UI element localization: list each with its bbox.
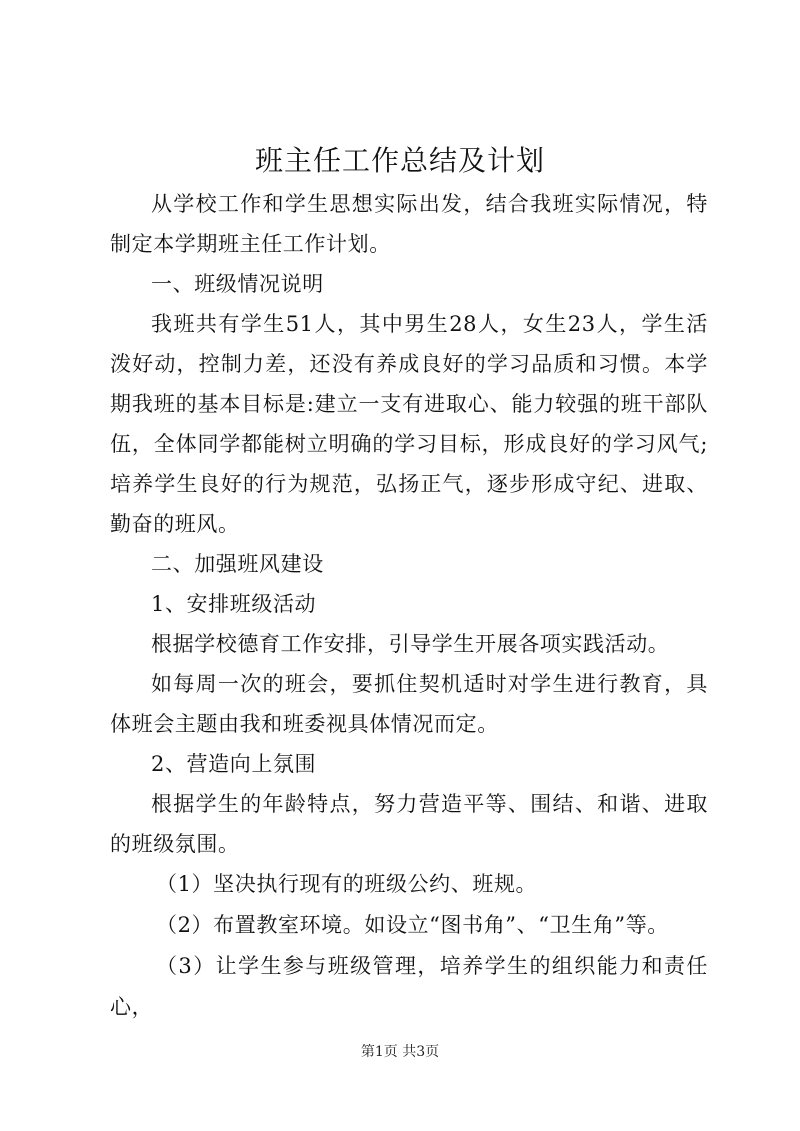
list-item: （1）坚决执行现有的班级公约、班规。: [156, 872, 538, 896]
subheading-class-activities: 1、安排班级活动: [151, 592, 317, 616]
list-item: （3）让学生参与班级管理，培养学生的组织能力和责任心，: [110, 954, 708, 1019]
atmosphere-paragraph: 根据学生的年龄特点，努力营造平等、围结、和谐、进取的班级氛围。: [110, 792, 708, 856]
section-heading-class-style: 二、加强班风建设: [151, 552, 324, 576]
intro-paragraph: 从学校工作和学生思想实际出发，结合我班实际情况，特制定本学期班主任工作计划。: [110, 192, 708, 256]
document-title: 班主任工作总结及计划: [254, 144, 545, 177]
class-situation-paragraph: 我班共有学生51人，其中男生28人，女生23人，学生活泼好动，控制力差，还没有养成良好的学习品质和习惯。本学期我班的基本目标是:建立一支有进取心、能力较强的班干部队伍，全体同学都能树立明确的学习目标，形成良好的学习风气;培养学生良好的行为规范，弘扬正气，逐步形成守纪、进取、勤奋的班风。: [110, 312, 708, 536]
section-heading-class-situation: 一、班级情况说明: [151, 272, 324, 296]
class-meeting-paragraph: 如每周一次的班会，要抓住契机适时对学生进行教育，具体班会主题由我和班委视具体情况而定。: [110, 672, 708, 736]
page-indicator: 第1页 共3页: [360, 1044, 440, 1060]
list-item: （2）布置教室环境。如设立“图书角”、“卫生角”等。: [156, 913, 669, 937]
document-body: [110, 184, 708, 1028]
subheading-atmosphere: 2、营造向上氛围: [151, 752, 317, 776]
activities-paragraph: 根据学校德育工作安排，引导学生开展各项实践活动。: [151, 632, 670, 656]
